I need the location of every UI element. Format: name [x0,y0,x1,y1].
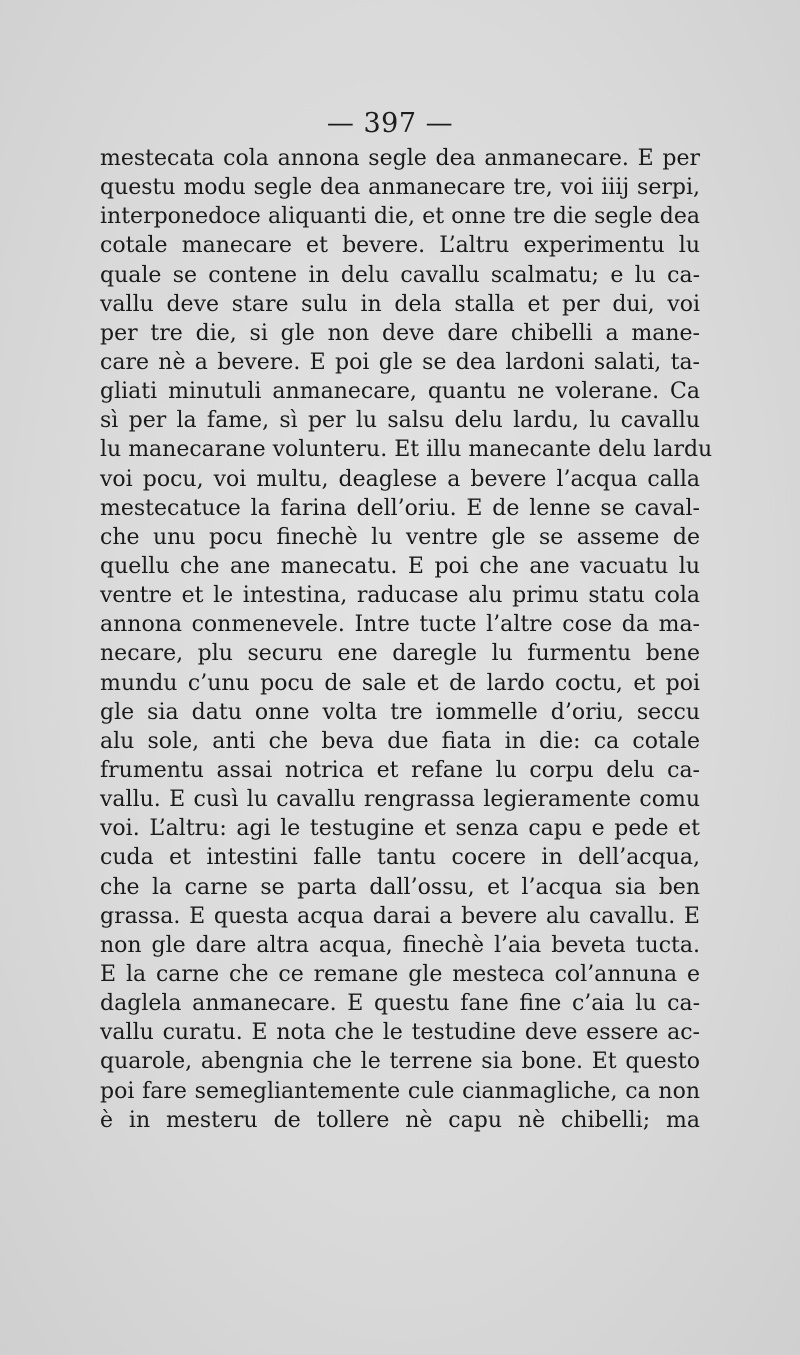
text-line: interponedoce aliquanti die, et onne tre die segle dea [100,204,700,230]
text-line: alu sole, anti che beva due fiata in die: ca cotale [100,728,700,754]
text-line: cotale manecare et bevere. L’altru experimentu lu [100,233,700,259]
text-line: E la carne che ce remane gle mesteca col’annuna e [100,961,700,987]
text-line: cuda et intestini falle tantu cocere in dell’acqua, [100,845,700,871]
text-line: mestecata cola annona segle dea anmanecare. E per [100,146,700,171]
text-line: grassa. E questa acqua darai a bevere alu cavallu. E [100,903,700,929]
text-line: vallu curatu. E nota che le testudine deve essere ac- [100,1020,700,1046]
text-line: non gle dare altra acqua, finechè l’aia beveta tucta. [100,932,700,958]
text-line: è in mesteru de tollere nè capu nè chibelli; ma [100,1107,700,1133]
text-line: voi. L’altru: agi le testugine et senza capu e pede et [100,816,700,842]
text-line: quellu che ane manecatu. E poi che ane vacuatu lu [100,553,700,579]
text-line: vallu. E cusì lu cavallu rengrassa legieramente comu [100,787,700,813]
text-line: che unu pocu finechè lu ventre gle se asseme de [100,524,700,550]
text-line: quale se contene in delu cavallu scalmatu; e lu ca- [100,262,700,288]
text-line: daglela anmanecare. E questu fane fine c’aia lu ca- [100,991,700,1017]
text-line: care nè a bevere. E poi gle se dea lardoni salati, ta- [100,349,700,375]
text-line: che la carne se parta dall’ossu, et l’acqua sia ben [100,874,700,900]
text-line: voi pocu, voi multu, deaglese a bevere l’acqua calla [100,466,700,492]
text-line: quarole, abengnia che le terrene sia bone. Et questo [100,1049,700,1075]
text-line: gliati minutuli anmanecare, quantu ne volerane. Ca [100,379,700,405]
text-line: lu manecarane volunteru. Et illu manecante delu lardu [100,437,713,463]
body-text [100,144,713,1135]
text-line: vallu deve stare sulu in dela stalla et per dui, voi [100,291,700,317]
text-line: gle sia datu onne volta tre iommelle d’oriu, seccu [100,699,700,725]
text-line: annona conmenevele. Intre tucte l’altre cose da ma- [100,612,700,638]
text-line: sì per la fame, sì per lu salsu delu lardu, lu cavallu [100,408,700,434]
text-line: ventre et le intestina, raducase alu primu statu cola [100,583,700,609]
text-line: questu modu segle dea anmanecare tre, voi iiij serpi, [100,175,700,201]
text-line: necare, plu securu ene daregle lu furmentu bene [100,641,700,667]
text-line: frumentu assai notrica et refane lu corpu delu ca- [100,757,700,783]
page-number: — 397 — [326,108,454,139]
text-line: mundu c’unu pocu de sale et de lardo coctu, et poi [100,670,700,696]
text-line: per tre die, si gle non deve dare chibelli a mane- [100,320,700,346]
text-line: mestecatuce la farina dell’oriu. E de lenne se caval- [100,495,700,521]
text-line: poi fare semegliantemente cule cianmagliche, ca non [100,1078,700,1104]
